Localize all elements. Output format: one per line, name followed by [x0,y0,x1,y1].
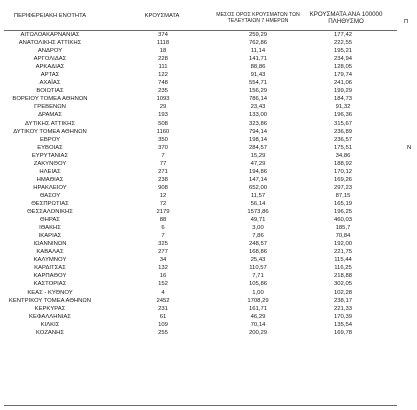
table-row [0,208,417,216]
cell-per-100000: 184,73 [333,96,353,103]
cell-region: ΖΑΚΥΝΘΟΥ [33,160,67,167]
cell-average: 91,43 [250,72,266,79]
table-row [0,136,417,144]
cell-average: 56,14 [250,200,266,207]
table-row [0,248,417,256]
table-row [0,256,417,264]
cell-per-100000: 170,12 [333,168,353,175]
cell-region: ΑΧΑΪΑΣ [39,80,61,87]
cell-average: 70,14 [250,321,266,328]
table-row [0,120,417,128]
table-row [0,103,417,111]
cell-average: 168,86 [248,249,268,256]
table-row [0,272,417,280]
cell-region: ΑΡΓΟΛΙΔΑΣ [33,56,67,63]
cell-region: ΚΕΦΑΛΛΗΝΙΑΣ [29,313,71,320]
cell-average: 49,71 [250,217,266,224]
cell-per-100000: 34,86 [335,152,351,159]
cell-region: ΗΡΑΚΛΕΙΟΥ [33,184,67,191]
cell-region: ΑΝΔΡΟΥ [37,48,63,55]
table-row [0,176,417,184]
cell-average: 554,71 [248,80,268,87]
cell-cases: 109 [158,321,168,328]
cell-per-100000: 460,03 [333,217,353,224]
cell-average: 161,71 [248,305,268,312]
cell-region: ΑΡΤΑΣ [40,72,60,79]
cell-per-100000: 236,57 [333,136,353,143]
cell-cut-off: Ν [407,144,412,151]
cell-average: 88,86 [250,64,266,71]
cell-per-100000: 195,21 [333,48,353,55]
cell-region: ΚΕΡΚΥΡΑΣ [34,305,66,312]
cell-per-100000: 102,28 [333,289,353,296]
cell-average: 25,43 [250,257,266,264]
cell-per-100000: 175,51 [333,144,353,151]
cell-average: 47,29 [250,160,266,167]
table-row [0,224,417,232]
cell-cases: 122 [158,72,168,79]
cell-per-100000: 170,39 [333,313,353,320]
cell-average: 133,00 [248,112,268,119]
cell-average: 105,86 [248,281,268,288]
cell-region: ΕΒΡΟΥ [39,136,61,143]
cell-cases: 29 [159,104,167,111]
table-row [0,264,417,272]
cell-cases: 16 [159,273,167,280]
column-header-7day-average: ΜΕΣΟΣ ΟΡΟΣ ΚΡΟΥΣΜΑΤΩΝ ΤΩΝ ΤΕΛΕΥΤΑΙΩΝ 7 ΗΜΕΡΩΝ [216,12,300,25]
column-header-cases-per-100000: ΚΡΟΥΣΜΑΤΑ ΑΝΑ 100000 ΠΛΗΘΥΣΜΟ [309,11,383,25]
cell-cases: 18 [159,48,167,55]
cell-average: 1708,29 [247,297,269,304]
cell-cases: 77 [159,160,167,167]
cell-region: ΚΑΒΑΛΑΣ [36,249,64,256]
column-header-region: ΠΕΡΙΦΕΡΕΙΑΚΗ ΕΝΟΤΗΤΑ [13,13,87,19]
cell-region: ΚΑΣΤΟΡΙΑΣ [33,281,67,288]
cell-cases: 88 [159,217,167,224]
column-header-cut-off: Π [404,19,409,25]
table-bottom-rule [4,405,397,406]
table-row [0,184,417,192]
cell-region: ΙΚΑΡΙΑΣ [38,233,62,240]
cell-per-100000: 222,55 [333,40,353,47]
table-row [0,111,417,119]
cell-average: 198,14 [248,136,268,143]
cell-region: ΗΜΑΘΙΑΣ [36,176,64,183]
cell-cases: 193 [158,112,168,119]
cell-region: ΚΕΑΣ - ΚΥΘΝΟΥ [27,289,73,296]
cell-cases: 132 [158,265,168,272]
cell-per-100000: 87,15 [335,192,351,199]
cell-region: ΔΥΤΙΚΗΣ ΑΤΤΙΚΗΣ [25,120,75,127]
cell-region: ΓΡΕΒΕΝΩΝ [34,104,66,111]
cell-cases: 748 [158,80,168,87]
cell-region: ΑΡΚΑΔΙΑΣ [35,64,65,71]
cell-average: 259,29 [248,32,268,38]
cell-cases: 277 [158,249,168,256]
cell-average: 786,14 [248,96,268,103]
table-row [0,289,417,297]
cell-average: 762,86 [248,40,268,47]
table-row [0,152,417,160]
cell-per-100000: 218,88 [333,273,353,280]
cell-region: ΑΙΤΩΛΟΑΚΑΡΝΑΝΙΑΣ [20,32,80,38]
table-row [0,71,417,79]
cell-per-100000: 192,00 [333,241,353,248]
table-row [0,305,417,313]
cell-cases: 1160 [156,128,170,135]
cell-average: 110,57 [249,265,267,272]
cell-average: 652,00 [248,184,268,191]
cell-region: ΚΕΝΤΡΙΚΟΥ ΤΟΜΕΑ ΑΘΗΝΩΝ [8,297,92,304]
cell-region: ΘΕΣΣΑΛΟΝΙΚΗΣ [27,209,73,216]
cell-per-100000: 199,29 [333,88,353,95]
cell-average: 3,00 [252,225,264,232]
cell-cases: 152 [158,281,168,288]
cell-cases: 2179 [156,209,170,216]
cell-cases: 370 [158,144,168,151]
cell-average: 1,00 [252,289,264,296]
cell-cases: 1093 [156,96,170,103]
cell-cases: 61 [159,313,167,320]
cell-per-100000: 236,89 [333,128,353,135]
cell-region: ΚΑΡΔΙΤΣΑΣ [34,265,66,272]
table-row [0,329,417,337]
table-row [0,240,417,248]
cell-cases: 111 [158,64,168,71]
table-row [0,144,417,152]
cell-per-100000: 169,26 [333,176,353,183]
cell-cases: 271 [158,168,168,175]
cell-average: 194,86 [248,168,268,175]
table-row [0,87,417,95]
table-row [0,39,417,47]
table-row [0,313,417,321]
table-row [0,216,417,224]
column-header-cases: ΚΡΟΥΣΜΑΤΑ [144,13,180,19]
cell-region: ΘΗΡΑΣ [40,217,60,224]
cell-region: ΕΥΡΥΤΑΝΙΑΣ [31,152,69,159]
table-row [0,95,417,103]
cell-average: 15,29 [250,152,266,159]
cell-per-100000: 135,54 [333,321,353,328]
cell-region: ΗΛΕΙΑΣ [39,168,61,175]
cell-region: ΙΩΑΝΝΙΝΩΝ [33,241,67,248]
cell-per-100000: 238,17 [333,297,353,304]
cell-cases: 4 [161,289,165,296]
cell-region: ΑΝΑΤΟΛΙΚΗΣ ΑΤΤΙΚΗΣ [18,40,82,47]
cell-per-100000: 70,84 [335,233,351,240]
cell-per-100000: 221,75 [333,249,353,256]
cell-average: 147,14 [248,176,268,183]
table-row [0,128,417,136]
cell-region: ΙΘΑΚΗΣ [39,225,61,232]
table-row [0,55,417,63]
cell-cases: 908 [158,184,168,191]
cell-per-100000: 221,33 [333,305,353,312]
table-row [0,192,417,200]
cell-average: 141,71 [248,56,268,63]
table-row [0,168,417,176]
cell-cases: 255 [158,329,168,336]
cell-cases: 325 [158,241,168,248]
cell-average: 284,57 [248,144,268,151]
cell-region: ΘΕΣΠΡΩΤΙΑΣ [31,200,69,207]
cell-cases: 228 [158,56,168,63]
cell-per-100000: 169,78 [333,329,353,336]
cell-average: 11,14 [250,48,266,55]
cell-cases: 508 [158,120,168,127]
cell-per-100000: 128,05 [333,64,353,71]
cell-per-100000: 196,25 [333,209,353,216]
cell-average: 323,86 [248,120,268,127]
cell-region: ΚΑΡΠΑΘΟΥ [33,273,67,280]
cell-cases: 238 [158,176,168,183]
cell-region: ΔΡΑΜΑΣ [38,112,62,119]
cell-cases: 72 [159,200,167,207]
cell-average: 1573,86 [247,209,269,216]
cell-per-100000: 165,19 [333,200,353,207]
cell-region: ΚΙΛΚΙΣ [40,321,60,328]
table-row [0,47,417,55]
cell-per-100000: 196,36 [333,112,353,119]
table-body [0,31,417,337]
cell-per-100000: 185,7 [335,225,351,232]
cell-cases: 374 [158,32,168,38]
cell-cases: 235 [158,88,168,95]
cell-cases: 1118 [156,40,170,47]
cell-per-100000: 234,94 [333,56,353,63]
cell-per-100000: 241,06 [333,80,353,87]
table-row [0,31,417,39]
table-row [0,63,417,71]
cell-per-100000: 302,05 [333,281,353,288]
cell-average: 156,29 [248,88,268,95]
cell-region: ΔΥΤΙΚΟΥ ΤΟΜΕΑ ΑΘΗΝΩΝ [13,128,87,135]
cell-region: ΒΟΡΕΙΟΥ ΤΟΜΕΑ ΑΘΗΝΩΝ [12,96,88,103]
table-row [0,280,417,288]
cell-cases: 7 [161,152,165,159]
cell-per-100000: 315,67 [333,120,353,127]
cell-cases: 6 [161,225,165,232]
cell-average: 248,57 [248,241,268,248]
table-row [0,297,417,305]
table-row [0,232,417,240]
cell-region: ΒΟΙΩΤΙΑΣ [36,88,64,95]
cell-per-100000: 179,74 [333,72,353,79]
cell-cases: 350 [158,136,168,143]
cell-average: 200,29 [248,329,268,336]
cell-region: ΚΑΛΥΜΝΟΥ [33,257,67,264]
cell-average: 7,71 [252,273,264,280]
table-row [0,160,417,168]
cell-average: 23,43 [250,104,266,111]
cell-per-100000: 91,32 [335,104,351,111]
cell-per-100000: 188,92 [333,160,353,167]
cell-per-100000: 297,23 [333,184,353,191]
cell-cases: 231 [158,305,168,312]
cell-region: ΘΑΣΟΥ [39,192,61,199]
table-row [0,321,417,329]
cell-average: 794,14 [248,128,268,135]
cell-cases: 34 [159,257,167,264]
cell-average: 46,29 [250,313,266,320]
table-row [0,79,417,87]
table-row [0,200,417,208]
cell-cases: 7 [161,233,165,240]
cell-average: 11,57 [250,192,266,199]
cell-per-100000: 177,42 [333,32,353,38]
cell-per-100000: 115,44 [334,257,352,264]
cell-cases: 2452 [156,297,170,304]
cell-cases: 12 [159,192,167,199]
cell-region: ΚΟΖΑΝΗΣ [35,329,64,336]
cell-per-100000: 116,25 [334,265,352,272]
cell-average: 7,86 [252,233,264,240]
cell-region: ΕΥΒΟΙΑΣ [37,144,63,151]
